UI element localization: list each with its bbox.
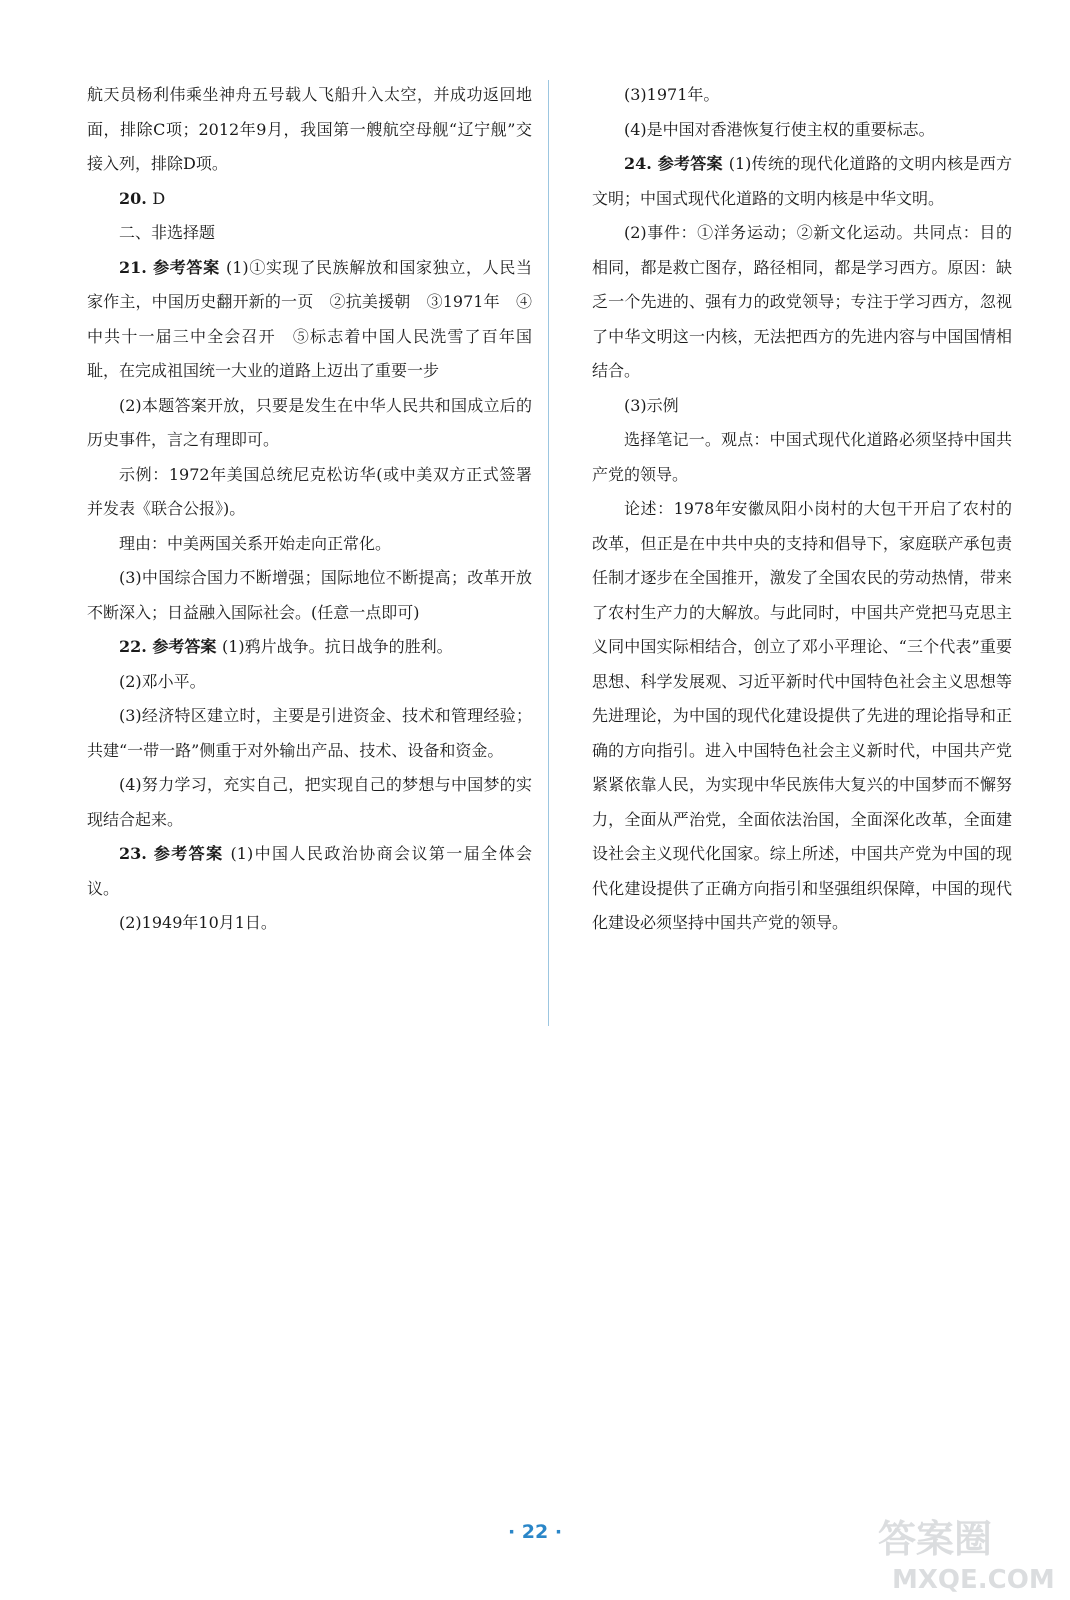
paragraph [87,527,532,562]
paragraph [592,78,1012,113]
paragraph [87,630,532,665]
paragraph-text: (1)鸦片战争。抗日战争的胜利。 [221,637,453,656]
paragraph [592,147,1012,216]
paragraph [87,78,532,182]
paragraph-text: 理由：中美两国关系开始走向正常化。 [119,533,392,553]
paragraph [87,837,532,906]
paragraph-text: (4)是中国对香港恢复行使主权的重要标志。 [624,119,935,139]
paragraph [592,492,1012,941]
paragraph [87,561,532,630]
paragraph-text: (2)邓小平。 [119,671,206,691]
paragraph-text: (3)经济特区建立时，主要是引进资金、技术和管理经验；共建“一带一路”侧重于对外输出产品、技术、设备和资金。 [87,706,532,760]
answer-lead: 23. 参考答案 [119,844,231,863]
paragraph-text: D [152,188,166,208]
paragraph-text: (2)事件：①洋务运动；②新文化运动。共同点：目的相同，都是救亡图存，路径相同，都是学习西方。原因：缺乏一个先进的、强有力的政党领导；专注于学习西方，忽视了中华文明这一内核，无法把西方的先进内容与中国国情相结合。 [592,223,1012,380]
paragraph-text: 论述：1978年安徽凤阳小岗村的大包干开启了农村的改革，但正是在中共中央的支持和倡导下，家庭联产承包责任制才逐步在全国推开，激发了全国农民的劳动热情，带来了农村生产力的大解放。与此同时，中国共产党把马克思主义同中国实际相结合，创立了邓小平理论、“三个代表”重要思想、科学发展观、习近平新时代中国特色社会主义思想等先进理论，为中国的现代化建设提供了先进的理论指导和正确的方向指引。进入中国特色社会主义新时代，中国共产党紧紧依靠人民，为实现中华民族伟大复兴的中国梦而不懈努力，全面从严治党，全面依法治国，全面深化改革，全面建设社会主义现代化国家。综上所述，中国共产党为中国的现代化建设提供了正确方向指引和坚强组织保障，中国的现代化建设必须坚持中国共产党的领导。 [592,499,1012,932]
paragraph [87,665,532,700]
svg-text:MXQE.COM: MXQE.COM [892,1565,1055,1594]
paragraph [87,906,532,941]
paragraph [87,251,532,389]
paragraph [87,768,532,837]
watermark-logo [874,1512,1064,1594]
paragraph-text: (1)①实现了民族解放和国家独立，人民当家作主，中国历史翻开新的一页 ②抗美援朝 ③1971年 ④中共十一届三中全会召开 ⑤标志着中国人民洗雪了百年国耻，在完成祖国统一大业的道路上迈出了重要一步 [87,257,532,380]
paragraph-text: (2)1949年10月1日。 [119,913,277,932]
paragraph-text: 二、非选择题 [119,223,216,242]
left-column [87,78,532,941]
paragraph [87,699,532,768]
answer-lead: 24. 参考答案 [624,154,729,173]
paragraph-text: 航天员杨利伟乘坐神舟五号载人飞船升入太空，并成功返回地面，排除C项；2012年9月，我国第一艘航空母舰“辽宁舰”交接入列，排除D项。 [87,85,532,173]
paragraph [87,458,532,527]
paragraph [87,182,532,217]
answer-lead: 20. [119,188,153,208]
paragraph-text: (1)传统的现代化道路的文明内核是西方文明；中国式现代化道路的文明内核是中华文明。 [592,154,1012,208]
paragraph [592,389,1012,424]
right-column [592,78,1012,941]
paragraph-text: (2)本题答案开放，只要是发生在中华人民共和国成立后的历史事件，言之有理即可。 [87,395,532,449]
paragraph [87,216,532,251]
paragraph-text: (3)中国综合国力不断增强；国际地位不断提高；改革开放不断深入；日益融入国际社会。(任意一点即可) [87,568,532,622]
paragraph-text: 选择笔记一。观点：中国式现代化道路必须坚持中国共产党的领导。 [592,430,1012,484]
paragraph [87,389,532,458]
paragraph-text: (3)示例 [624,395,679,415]
page-number: · 22 · [507,1521,563,1543]
paragraph [592,113,1012,148]
paragraph-text: (4)努力学习，充实自己，把实现自己的梦想与中国梦的实现结合起来。 [87,775,532,829]
paragraph-text: 示例：1972年美国总统尼克松访华(或中美双方正式签署并发表《联合公报》)。 [87,464,532,518]
paragraph-text: (3)1971年。 [624,85,720,104]
column-divider [548,80,549,1026]
paragraph [592,216,1012,389]
paragraph [592,423,1012,492]
paragraph-text: (1)中国人民政治协商会议第一届全体会议。 [87,844,532,898]
answer-lead: 21. 参考答案 [119,257,226,277]
svg-text:答案圈: 答案圈 [878,1517,993,1561]
answer-lead: 22. 参考答案 [119,637,222,656]
